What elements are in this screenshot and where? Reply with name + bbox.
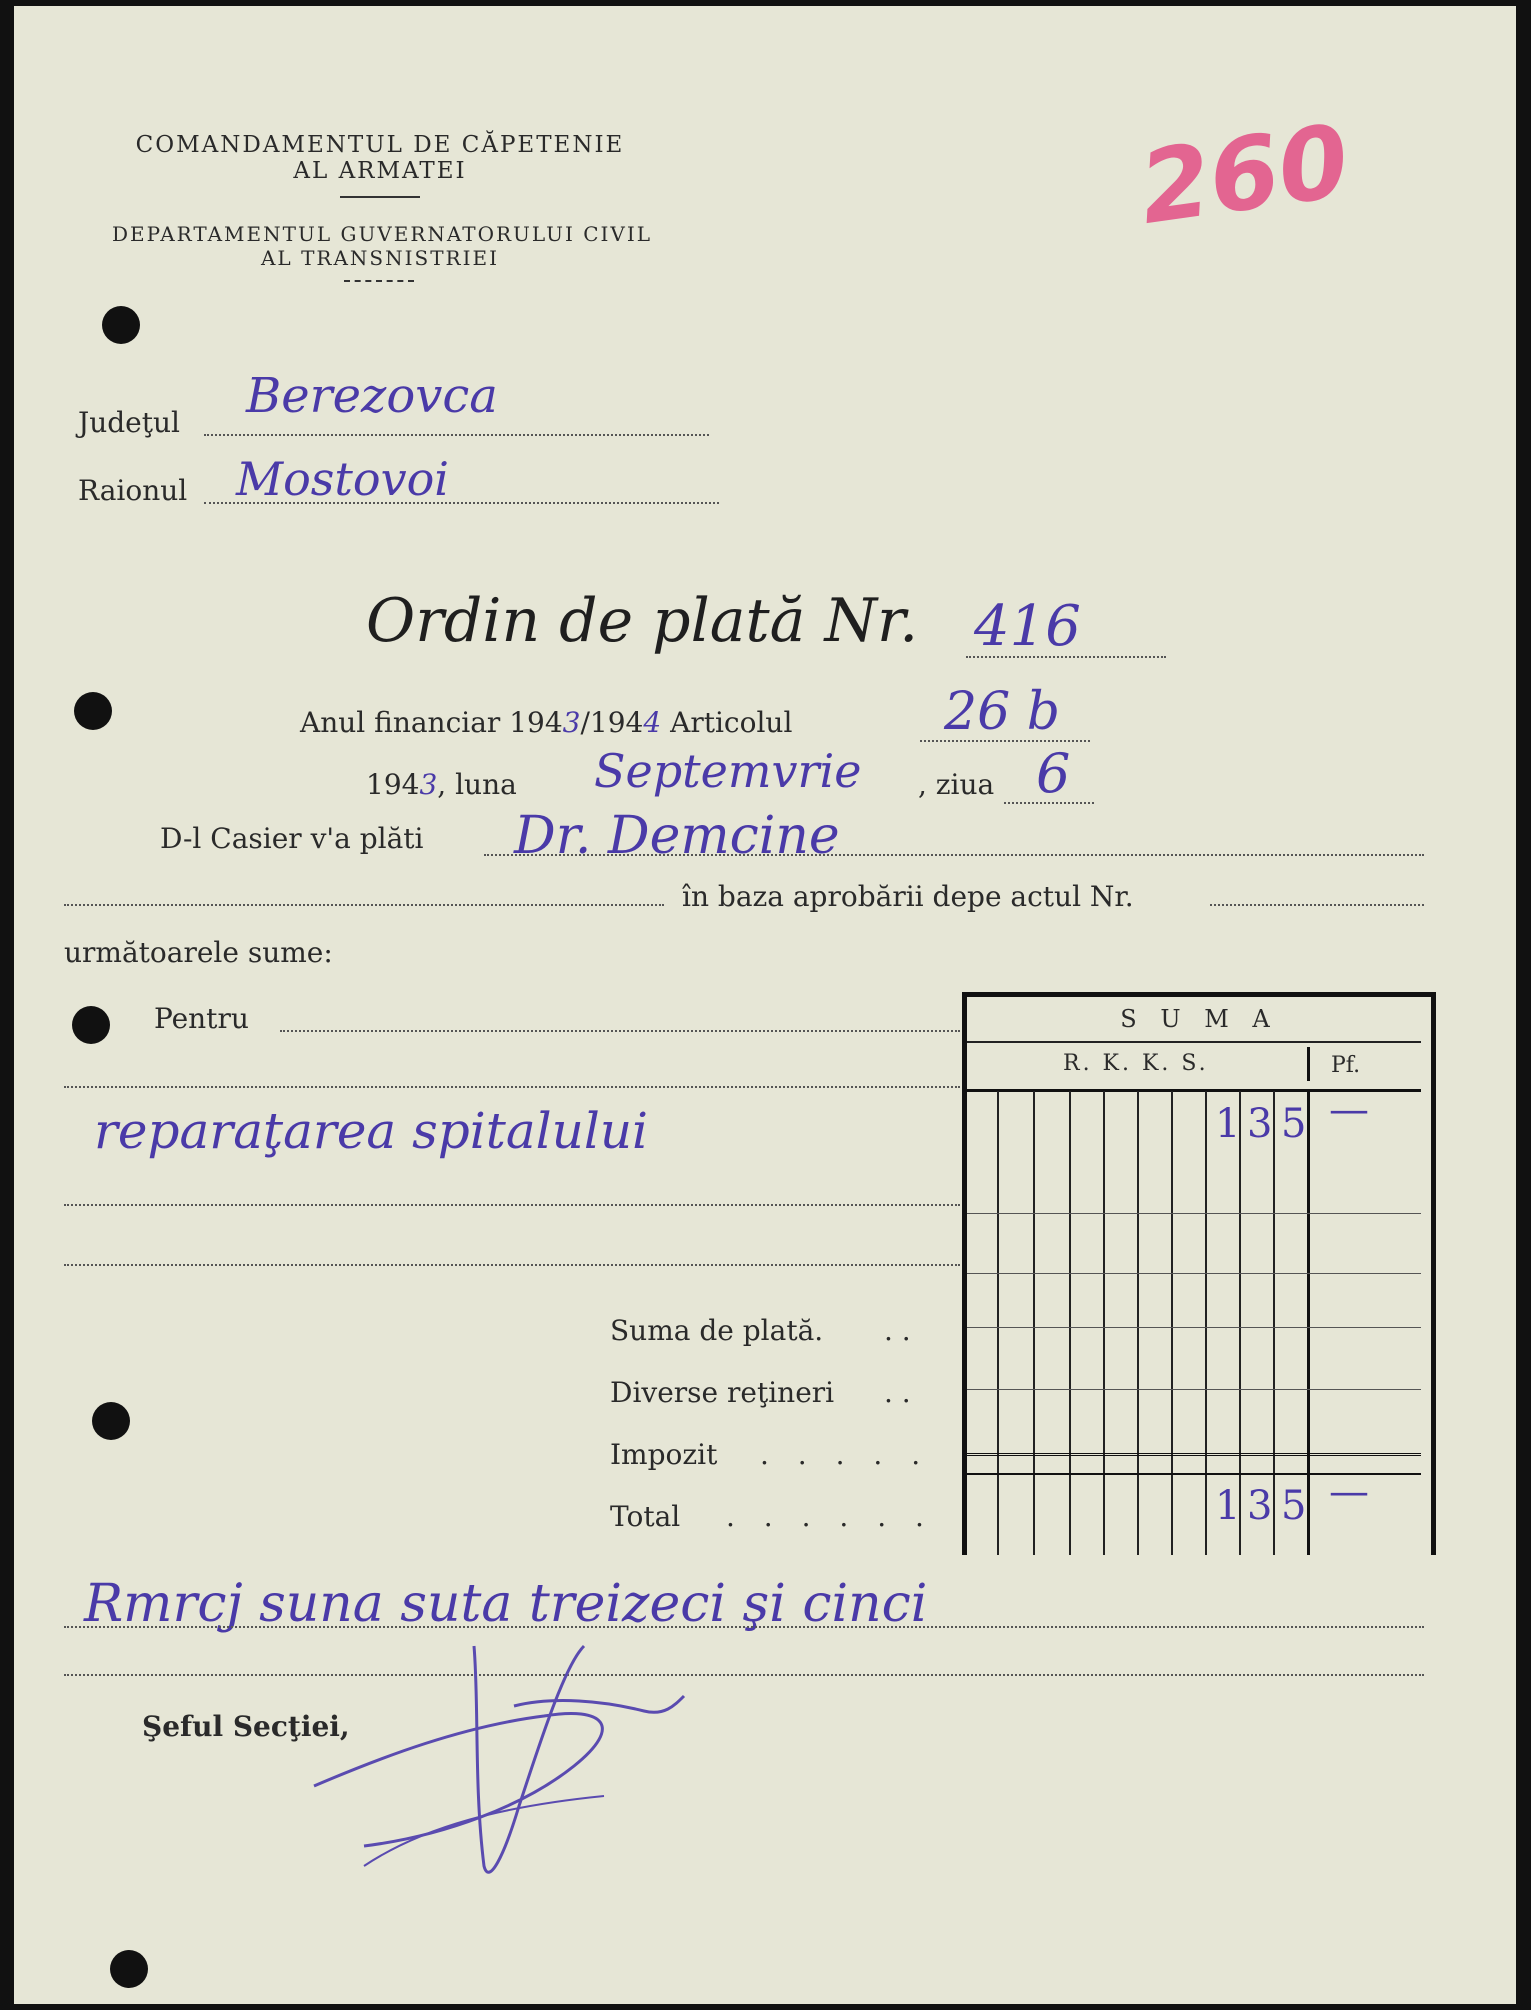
row1-digit: 5 [1281,1101,1307,1147]
casier-value: Dr. Demcine [514,806,840,866]
diverse-dots: . . [884,1376,911,1409]
rkks-header: R. K. K. S. [1063,1051,1209,1076]
col-line [1137,1091,1139,1555]
punch-hole [72,1006,110,1044]
impozit-dots: . . . . . [760,1438,931,1471]
header-line-1: COMANDAMENTUL DE CĂPETENIE [135,132,625,158]
order-number: 416 [974,594,1081,659]
date-line [366,768,517,801]
articolul-value: 26 b [944,682,1060,742]
aprobare-leading-line [64,904,664,906]
year1-hw: 3 [562,706,581,739]
casier-label: D-l Casier v'a plăti [160,822,424,855]
diverse-label: Diverse reţineri [610,1376,835,1409]
total-label: Total [610,1500,681,1533]
suma-table [962,992,1436,1555]
total-dots: . . . . . . [726,1500,934,1533]
date-year-hw: 3 [419,768,438,801]
punch-hole [102,306,140,344]
signature [304,1606,764,1906]
header-divider [340,196,420,198]
blank-line-2 [64,1204,960,1206]
casier-dotted-line [484,854,1424,856]
sume-label: următoarele sume: [64,936,333,969]
header-line-2: AL ARMATEI [293,158,467,184]
luna-value: Septemvrie [594,744,862,798]
ziua-dotted-line [1004,802,1094,804]
archive-number-stamp: 260 [1132,102,1356,247]
header-line-3: DEPARTAMENTUL GUVERNATORULUI CIVIL [111,222,653,246]
header-line-4: AL TRANSNISTRIEI [260,246,500,270]
raionul-value: Mostovoi [236,452,449,506]
title [366,586,918,656]
row1-digit: 3 [1247,1101,1273,1147]
punch-hole [92,1402,130,1440]
pf-header: Pf. [1331,1053,1361,1078]
raionul-label: Raionul [78,474,188,507]
year-separator: /194 [580,706,644,739]
punch-hole [74,692,112,730]
header-divider [344,280,414,282]
table-rule [967,1041,1421,1043]
suma-plata-label: Suma de plată. [610,1314,824,1347]
col-line [1273,1091,1275,1555]
amount-in-words: Rmrcj suna suta treizeci şi cinci [84,1574,928,1634]
ziua-value: 6 [1036,742,1071,805]
row1-digit: 1 [1215,1101,1241,1147]
total-digit: 3 [1247,1483,1273,1529]
total-pf: — [1329,1469,1369,1515]
col-line [1307,1091,1310,1555]
col-line [1103,1091,1105,1555]
punch-hole [110,1950,148,1988]
pf-divider [1307,1047,1310,1081]
blank-line-3 [64,1264,960,1266]
col-line [1069,1091,1071,1555]
col-line [1171,1091,1173,1555]
sef-label: Şeful Secţiei, [142,1710,350,1743]
aprobare-dotted-line [1210,904,1424,906]
col-line [1033,1091,1035,1555]
row-rule [967,1389,1421,1390]
anul-financiar-label: Anul financiar [300,706,501,739]
suma-plata-dots: . . [884,1314,911,1347]
blank-line-1 [64,1086,960,1088]
aprobare-label: în baza aprobării depe actul Nr. [682,880,1134,913]
total-digit: 5 [1281,1483,1307,1529]
pentru-value: reparaţarea spitalului [94,1102,649,1160]
row1-pf: — [1329,1087,1369,1133]
judetul-value: Berezovca [246,368,498,424]
row-rule [967,1213,1421,1214]
luna-label: , luna [437,768,517,801]
articolul-label: Articolul [670,706,793,739]
row-rule [967,1327,1421,1328]
pentru-dotted-line [280,1030,960,1032]
title-text: Ordin de plată Nr. [366,586,919,656]
suma-header: S U M A [1120,1005,1278,1033]
total-digit: 1 [1215,1483,1241,1529]
ziua-label: , ziua [918,768,995,801]
row-rule [967,1273,1421,1274]
year1-printed: 194 [509,706,563,739]
row-rule [967,1453,1421,1456]
judetul-label: Judeţul [78,406,180,439]
impozit-label: Impozit [610,1438,718,1471]
date-year-printed: 194 [366,768,420,801]
judetul-dotted-line [204,434,709,436]
pentru-label: Pentru [154,1002,249,1035]
col-line [997,1091,999,1555]
year2-hw: 4 [643,706,662,739]
title-dotted-line [966,656,1166,658]
document-page [14,6,1516,2004]
col-line [1205,1091,1207,1555]
anul-financiar-line [300,706,792,739]
